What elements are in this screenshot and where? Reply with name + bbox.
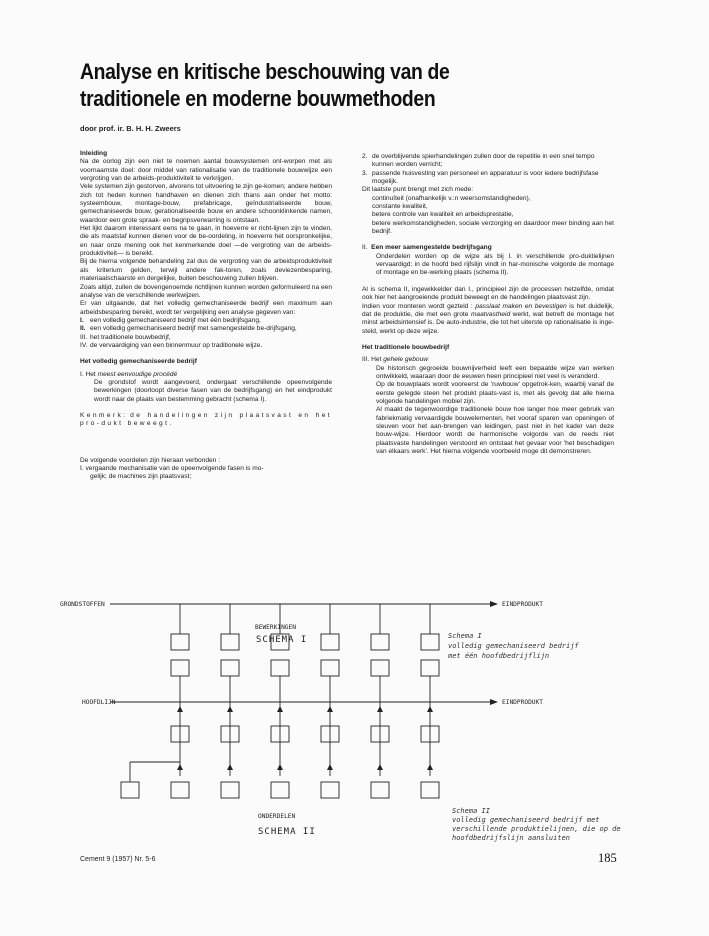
paragraph: De grondstof wordt aangevoerd, ondergaat verschillende opeenvolgende bewerkingen (doorloopt diverse fasen van de bedrijfsgang) en het eindprodukt wordt naar de plaats van bestemming gebracht (schema I).: [94, 378, 332, 403]
paragraph: Al maakt de tegenwoordige traditionele bouw hoe langer hoe meer gebruik van fabriekmatig vervaardigde bouwelementen, het vooraf sparen van openingen of sleuven voor het aan-brengen van leidingen, past niet in het kader van deze bouw-wijze. Hierdoor wordt de harmonische volgorde van de reeds niet plaatsvaste handelingen verstoord en ontstaat het gevaar voor 'het beschadigen van elkaars werk'. Het hierna volgende voorbeeld moge dit demonstreren.: [376, 406, 614, 455]
schema1-output-label: EINDPRODUKT: [502, 601, 543, 608]
schema2-caption-1: Schema II: [452, 807, 490, 815]
schema-diagram: [60, 592, 630, 844]
page-number: 185: [598, 851, 617, 865]
schema1-caption-3: met één hoofdbedrijflijn: [448, 652, 550, 660]
schema2-output-label: EINDPRODUKT: [502, 699, 543, 706]
schema2-title: SCHEMA II: [258, 827, 316, 837]
schema2-boxes-label: ONDERDELEN: [258, 813, 296, 820]
schema1-input-label: GRONDSTOFFEN: [60, 601, 105, 608]
section-head-inleiding: Inleiding: [80, 150, 108, 157]
schema2-caption-2: volledig gemechaniseerd bedrijf met: [452, 816, 600, 824]
schema1-caption-1: Schema I: [448, 632, 482, 640]
section-head-samengesteld: II. Een meer samengestelde bedrijfsgang: [362, 244, 492, 252]
schema1-boxes-label: BEWERKINGEN: [255, 624, 296, 631]
paragraph: Op de bouwplaats wordt vooreerst de 'ruwbouw' opgetrok-ken, waarbij vanaf de eerste gelegde steen het produkt plaats-vast is, met als gevolg dat alle hierna volgende handelingen mobiel zijn.: [376, 381, 614, 405]
paragraph: Vele systemen zijn gestorven, alvorens tot uitvoering te zijn ge-komen; andere hebben zich tot heden kunnen handhaven en dienen zich thans aan onder het motto: systeembouw, montage-bouw, prefabricage, geïndustrialiseerde bouw, gemechaniseerde bouw, gerationaliseerde bouw en andere schoonklinkende namen, waardoor een grote spraak- en begripsverwarring is ontstaan.: [80, 183, 332, 224]
list-item: III. het traditionele bouwbedrijf,: [80, 333, 171, 341]
paragraph: Zoals altijd, zullen de bovengenoemde richtlijnen kunnen worden geformuleerd na een analyse van de verschillende werkwijzen.: [80, 283, 332, 299]
list-line: constante kwaliteit,: [372, 203, 428, 211]
section-head-traditioneel: Het traditionele bouwbedrijf: [362, 343, 450, 351]
paragraph: Indien voor monteren wordt gezteld : passlaat maken en bevestigen is het duidelijk, dat de produktie, die met een grote maatvastheid werkt, wat betreft de montage het minst arbeidsintensief is. De auto-industrie, die tot het uiterste op rationalisatie is inge-steld, werkt op deze wijze.: [362, 302, 614, 335]
paragraph: Na de oorlog zijn een niet te noemen aantal bouwsystemen ont-worpen met als voornaamste doel: door middel van rationalisatie van de traditionele bouwwijze een vergroting van de arbeids-produktiviteit te verkrijgen.: [80, 158, 332, 183]
paragraph: Dit laatste punt brengt met zich mede:: [362, 186, 474, 194]
list-item: IV. de vervaardiging van een binnenmuur op traditionele wijze.: [80, 341, 263, 349]
schema2-caption-4: hoofdbedrijfslijn aansluiten: [452, 834, 571, 842]
schema2-caption-3: verschillende produktielijnen, die op de: [452, 825, 621, 833]
schema1-caption-2: volledig gemechaniseerd bedrijf: [448, 642, 579, 650]
title-line-1: Analyse en kritische beschouwing van de: [80, 59, 450, 84]
author-line: door prof. ir. B. H. H. Zweers: [80, 124, 181, 133]
right-column: [362, 153, 614, 456]
left-column: [80, 150, 332, 482]
sub-item-heading: III. Het gehele gebouw: [362, 356, 428, 364]
list-item: 3. passende huisvesting van personeel en apparatuur is voor iedere bedrijfsfase mogelijk.: [362, 169, 599, 186]
list-item: I. een volledig gemechaniseerd bedrijf met één bedrijfsgang,: [80, 316, 261, 324]
list-item: 2. de overblijvende spierhandelingen zullen door de repetitie in een snel tempo kunnen worden verricht;: [362, 153, 595, 169]
list-item: II. een volledig gemechaniseerd bedrijf met samengestelde be-drijfsgang,: [80, 325, 297, 333]
paragraph: Het lijkt daarom interessant eens na te gaan, in hoeverre er richt-lijnen zijn te vinden, die als maatstaf kunnen dienen voor de be-oordeling, in hoeverre het oorspronkelijke, en naar onze mening ook het kenmerkende doel —de vergroting van de arbeids-produktiviteit— is bereikt.: [80, 225, 332, 258]
paragraph: gelijk; de machines zijn plaatsvast;: [90, 473, 192, 481]
schema2-input-label: HOOFDLIJN: [82, 699, 116, 706]
paragraph: De historisch gegroeide bouwnijverheid leeft een bepaalde wijze van werken ontwikkeld, waaraan door de eeuwen heen principieel niet veel is veranderd.: [376, 364, 614, 380]
paragraph: Al is schema II, ingewikkelder dan I., principieel zijn de processen hetzelfde, omdat ook hier het aangroeiende produkt beweegt en de handelingen plaatsvast zijn.: [362, 285, 614, 302]
sub-item-heading: I. Het meest eenvoudige procédé: [80, 370, 178, 378]
paragraph: I. vergaande mechanisatie van de opeenvolgende fasen is mo-: [80, 465, 264, 472]
footer-source: Cement 9 (1957) Nr. 5-6: [80, 856, 156, 863]
kenmerk-paragraph: Kenmerk: de handelingen zijn plaatsvast en het pro-dukt beweegt.: [80, 411, 333, 428]
paragraph: Onderdelen worden op de wijze als bij I. in verschillende pro-duktielijnen vervaardigd; in de hoofd bed rijfslijn vindt in har-monische volgorde de montage of montage en be-werking plaats (schema II).: [376, 252, 614, 277]
list-line: betere controle van kwaliteit en arbeidsprestatie,: [372, 211, 514, 219]
title-line-2: traditionele en moderne bouwmethoden: [80, 86, 436, 111]
paragraph: De volgende voordelen zijn hieraan verbonden :: [80, 456, 221, 464]
list-line: continuïteit (onafhankelijk v.:n weersomstandigheden),: [372, 194, 531, 202]
schema1-title: SCHEMA I: [256, 635, 308, 645]
paragraph: Bij de hierna volgende behandeling zal dus de vergroting van de arbeidsproduktiviteit als kriterium gelden, terwijl andere fak-toren, zoals deviezenbesparing, materiaalschaarste en dergelijke, buiten beschouwing zullen blijven.: [80, 258, 332, 283]
section-head-gemechaniseerd: Het volledig gemechaniseerde bedrijf: [80, 358, 197, 366]
list-line: betere werkomstandigheden, sociale verzorging en daardoor meer binding aan het bedrijf.: [372, 219, 614, 236]
article-title: [80, 58, 476, 112]
paragraph: Er van uitgaande, dat het volledig gemechaniseerde bedrijf een maximum aan arbeidsbesparing bereikt, wordt ter vergelijking een analyse gegeven van:: [80, 300, 332, 316]
